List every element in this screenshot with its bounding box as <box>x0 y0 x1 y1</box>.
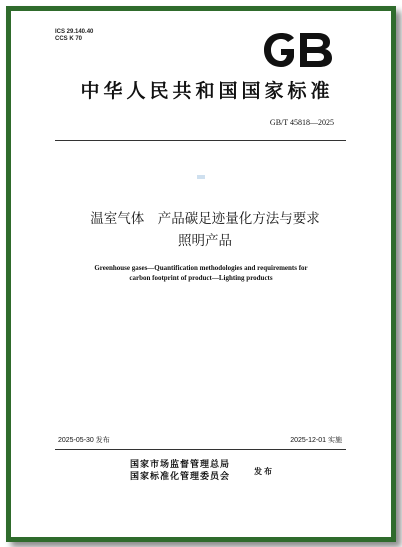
organization-title: 中华人民共和国国家标准 <box>80 80 334 102</box>
top-divider <box>55 140 346 141</box>
english-title-line1: Greenhouse gases—Quantification methodologies and requirements for <box>94 264 308 272</box>
chinese-title-line1: 温室气体 产品碳足迹量化方法与要求 <box>90 211 320 227</box>
issuer-sac: 国家标准化管理委员会 <box>130 472 231 482</box>
bottom-divider <box>55 449 346 450</box>
issue-label: 发布 <box>254 466 274 476</box>
watermark-mark <box>197 175 205 179</box>
gb-logo-icon <box>258 30 338 70</box>
chinese-title-line2: 照明产品 <box>178 233 232 249</box>
english-title <box>40 263 362 283</box>
gb-logo <box>258 30 338 70</box>
english-title-line2: carbon footprint of product—Lighting products <box>129 274 273 282</box>
classification-codes <box>55 29 93 43</box>
implement-date: 2025-12-01 实施 <box>290 437 342 444</box>
publish-date: 2025-05-30 发布 <box>58 437 110 444</box>
issuing-authorities <box>130 459 230 483</box>
ics-code: ICS 29.140.40 <box>55 29 94 35</box>
standard-number: GB/T 45818—2025 <box>269 118 334 127</box>
ccs-code: CCS K 70 <box>55 36 83 42</box>
issuer-samr: 国家市场监督管理总局 <box>130 460 231 470</box>
chinese-title <box>0 208 402 252</box>
